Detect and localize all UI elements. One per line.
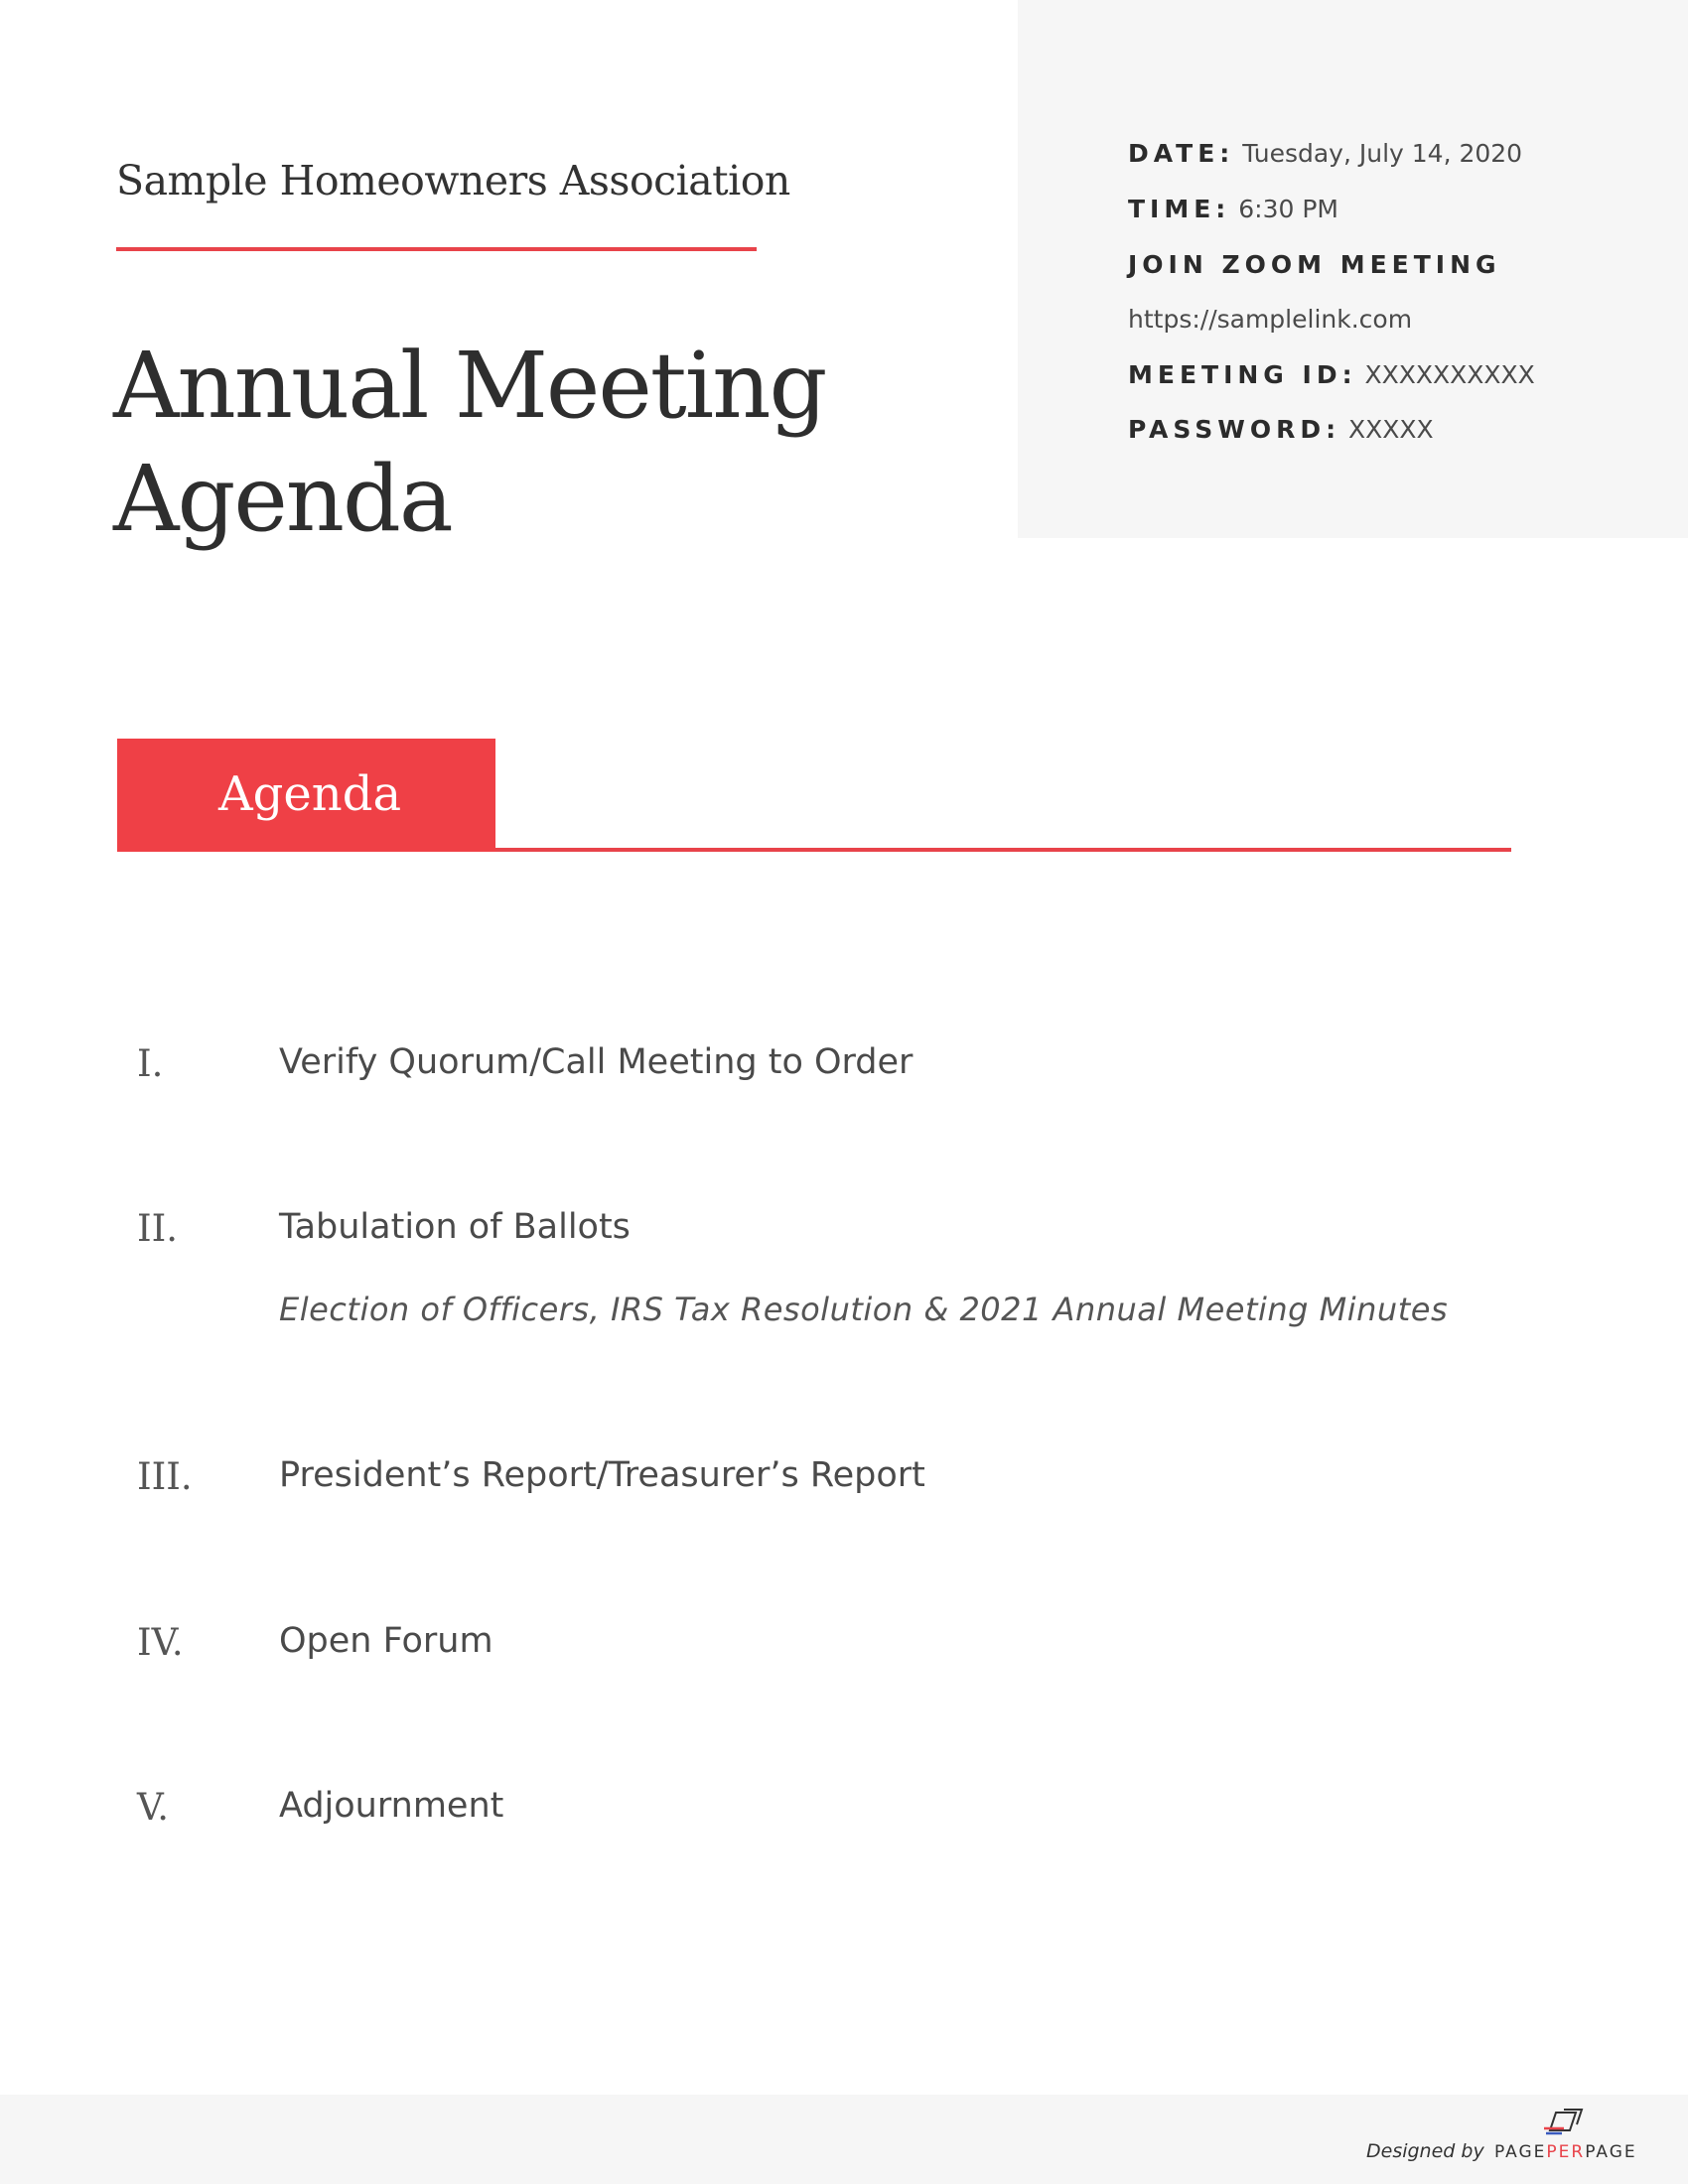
password-value: XXXXX: [1348, 415, 1434, 444]
meeting-id-row: [1128, 360, 1535, 389]
pageperpage-logo-icon: [1542, 2109, 1584, 2138]
page-title: [113, 330, 825, 556]
time-label: TIME:: [1128, 195, 1231, 223]
agenda-item-text: President’s Report/Treasurer’s Report: [279, 1455, 925, 1495]
date-label: DATE:: [1128, 139, 1235, 168]
brand-part-page: PAGE: [1494, 2142, 1547, 2162]
agenda-item-numeral: III.: [137, 1455, 193, 1498]
section-divider: [495, 848, 1511, 852]
meeting-id-label: MEETING ID:: [1128, 360, 1357, 389]
page-title-line-1: Annual Meeting: [113, 333, 826, 439]
agenda-item-subtext: Election of Officers, IRS Tax Resolution & 2021 Annual Meeting Minutes: [279, 1291, 1449, 1328]
page-title-line-2: Agenda: [113, 446, 452, 552]
time-row: [1128, 195, 1338, 223]
agenda-item-text: Tabulation of Ballots: [279, 1207, 631, 1247]
section-header-tab: [117, 739, 495, 852]
agenda-item-text: Verify Quorum/Call Meeting to Order: [279, 1042, 914, 1082]
brand-part-per: PER: [1546, 2142, 1586, 2162]
password-label: PASSWORD:: [1128, 415, 1341, 444]
pageperpage-brand[interactable]: [1494, 2142, 1637, 2162]
brand-part-page-2: PAGE: [1585, 2142, 1637, 2162]
section-header-label: Agenda: [218, 766, 402, 822]
agenda-item-text: Open Forum: [279, 1621, 493, 1661]
password-row: [1128, 415, 1434, 444]
meeting-info-panel: [1018, 0, 1688, 538]
date-value: Tuesday, July 14, 2020: [1242, 139, 1523, 168]
zoom-label: JOIN ZOOM MEETING: [1128, 250, 1501, 279]
agenda-item-numeral: I.: [137, 1042, 164, 1085]
organization-divider: [116, 247, 757, 251]
zoom-link-row: [1128, 305, 1412, 334]
zoom-link[interactable]: https://samplelink.com: [1128, 305, 1413, 334]
agenda-item-numeral: IV.: [137, 1621, 184, 1664]
agenda-item-numeral: II.: [137, 1207, 178, 1250]
meeting-id-value: XXXXXXXXXX: [1364, 360, 1535, 389]
designed-by-label: Designed by: [1366, 2140, 1484, 2162]
time-value: 6:30 PM: [1238, 195, 1338, 223]
zoom-row: [1128, 250, 1501, 279]
date-row: [1128, 139, 1522, 168]
agenda-item-numeral: V.: [137, 1786, 170, 1829]
organization-name: Sample Homeowners Association: [116, 157, 790, 205]
footer: [0, 2095, 1688, 2184]
agenda-item-text: Adjournment: [279, 1786, 504, 1826]
